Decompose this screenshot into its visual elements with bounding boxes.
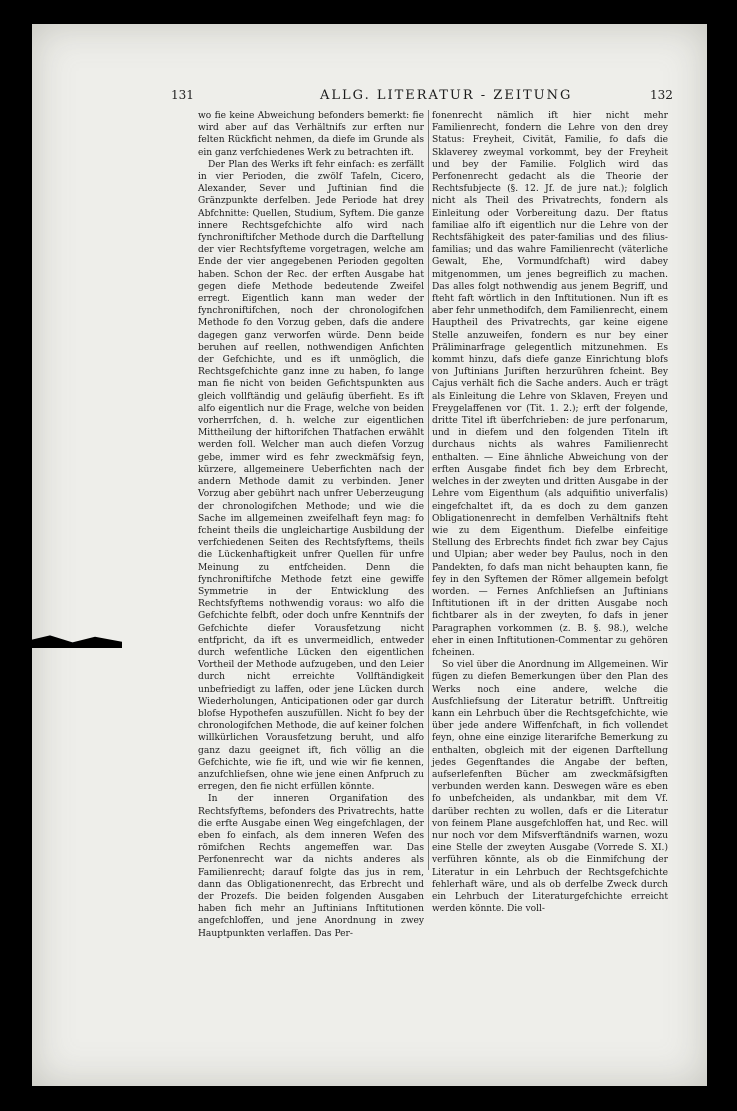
right-column: [432, 110, 668, 915]
page-header: [0, 88, 737, 108]
running-title: ALLG. LITERATUR - ZEITUNG: [320, 88, 573, 103]
page-number-left: 131: [171, 88, 194, 102]
page-number-right: 132: [650, 88, 673, 102]
paragraph: In der inneren Organifation des Rechtsfyftems, befonders des Privatrechts, hatte die erfte Ausgabe einen Weg eingefchlagen, der eben fo einfach, als dem inneren Wefen des römifchen Rechts angemeffen war. Das Perfonenrecht war da nichts anderes als Familienrecht; darauf folgte das jus in rem, dann das Obligationenrecht, das Erbrecht und der Prozefs. Die beiden folgenden Ausgaben haben fich mehr an Juftinians Inftitutionen angefchloffen, und jene Anordnung in zwey Hauptpunkten verlaffen. Das Per-: [198, 794, 424, 939]
paragraph: wo fie keine Abweichung befonders bemerkt: fie wird aber auf das Verhältnifs zur erften nur felten Rückficht nehmen, da diefe im Grunde als ein ganz verfchiedenes Werk zu betrachten ift.: [198, 111, 424, 158]
paragraph: Der Plan des Werks ift fehr einfach: es zerfällt in vier Perioden, die zwölf Tafeln, Cicero, Alexander, Sever und Juftinian find die Gränzpunkte derfelben. Jede Periode hat drey Abfchnitte: Quellen, Studium, Syftem. Die ganze innere Rechtsgefchichte alfo wird nach fynchroniftifcher Methode durch die Darftellung der vier Rechtsfyfteme vorgetragen, welche am Ende der vier angegebenen Perioden gegolten haben. Schon der Rec. der erften Ausgabe hat gegen diefe Methode bedeutende Zweifel erregt. Eigentlich kann man weder der fynchroniftifchen, noch der chronologifchen Methode fo den Vorzug geben, dafs die andere dagegen ganz verworfen würde. Denn beide beruhen auf reellen, nothwendigen Anfichten der Gefchichte, und es ift unmöglich, die Rechtsgefchichte ganz inne zu haben, fo lange man fie nicht von beiden Gefichtspunkten aus gleich vollftändig und geläufig überfieht. Es ift alfo eigentlich nur die Frage, welche von beiden vorherrfchen, d. h. welche zur eigentlichen Mittheilung der hiftorifchen Thatfachen erwählt werden foll. Welcher man auch diefen Vorzug gebe, immer wird es fehr zweckmäfsig feyn, kürzere, allgemeinere Ueberfichten nach der andern Methode damit zu verbinden. Jener Vorzug aber gebührt nach unfrer Ueberzeugung der chronologifchen Methode; und wie die Sache im allgemeinen zweifelhaft feyn mag: fo fcheint theils die ungleichartige Ausbildung der verfchiedenen Seiten des Rechtsfyftems, theils die Lückenhaftigkeit unfrer Quellen für unfre Meinung zu entfcheiden. Denn die fynchroniftifche Methode fetzt eine gewiffe Symmetrie in der Entwicklung des Rechtsfyftems nothwendig voraus: wo alfo die Gefchichte felbft, oder doch unfre Kenntnifs der Gefchichte diefer Vorausfetzung nicht entfpricht, da ift es unvermeidlich, entweder durch wefentliche Lücken den eigentlichen Vortheil der Methode aufzugeben, und den Leier durch nicht erreichte Vollftändigkeit unbefriedigt zu laffen, oder jene Lücken durch Wiederholungen, Anticipationen oder gar durch blofse Hypothefen auszufüllen. Nicht fo bey der chronologifchen Methode, die auf keiner folchen willkürlichen Vorausfetzung beruht, und alfo ganz dazu geeignet ift, fich völlig an die Gefchichte, wie fie ift, und wie wir fie kennen, anzufchliefsen, ohne wie jene einen Anfpruch zu erregen, den fie nicht erfüllen könnte.: [198, 159, 424, 793]
left-column: [198, 110, 424, 940]
paragraph: So viel über die Anordnung im Allgemeinen. Wir fügen zu diefen Bemerkungen über den Plan des Werks noch eine andere, welche die Ausfchliefsung der Literatur betrifft. Unftreitig kann ein Lehrbuch über die Rechtsgefchichte, wie über jede andere Wiffenfchaft, in fich vollendet feyn, ohne eine einzige literarifche Bemerkung zu enthalten, obgleich mit der eigenen Darftellung jedes Gegenftandes die Angabe der beften, aufserlefenften Bücher am zweckmäfsigften verbunden werden kann. Deswegen wäre es eben fo unbefcheiden, als undankbar, mit dem Vf. darüber rechten zu wollen, dafs er die Literatur von feinem Plane ausgefchloffen hat, und Rec. will nur noch vor dem Mifsverftändnifs warnen, wozu eine Stelle der zweyten Ausgabe (Vorrede S. XI.) verführen könnte, als ob die Einmifchung der Literatur in ein Lehrbuch der Rechtsgefchichte fehlerhaft wäre, und als ob derfelbe Zweck durch ein Lehrbuch der Literaturgefchichte erreicht werden könnte. Die voll-: [432, 660, 668, 915]
paper-tear: [32, 634, 122, 648]
column-divider: [428, 110, 429, 870]
paragraph: fonenrecht nämlich ift hier nicht mehr Familienrecht, fondern die Lehre von den drey Status: Freyheit, Civität, Familie, fo dafs die Sklaverey zweymal vorkommt, bey der Freyheit und bey der Familie. Folglich wird das Perfonenrecht gedacht als die Theorie der Rechtsfubjecte (§. 12. Jf. de jure nat.); folglich nicht als Theil des Privatrechts, fondern als Einleitung oder Vorbereitung dazu. Der ftatus familiae alfo ift eigentlich nur die Lehre von der Rechtsfähigkeit des pater-familias und des filius-familias; und das wahre Familienrecht (väterliche Gewalt, Ehe, Vormundfchaft) wird dabey mitgenommen, um jenes begreiflich zu machen. Das alles folgt nothwendig aus jenem Begriff, und fteht faft wörtlich in den Inftitutionen. Nun ift es aber fehr unmethodifch, dem Familienrecht, einem Hauptheil des Privatrechts, gar keine eigene Stelle anzuweifen, fondern es nur bey einer Präliminarfrage gelegentlich mitzunehmen. Es kommt hinzu, dafs diefe ganze Einrichtung blofs von Juftinians Juriften herzurühren fcheint. Bey Cajus verhält fich die Sache anders. Auch er trägt als Einleitung die Lehre von Sklaven, Freyen und Freygelaffenen vor (Tit. 1. 2.); erft der folgende, dritte Titel ift überfchrieben: de jure perfonarum, und in diefem und den folgenden Titeln ift durchaus nichts als wahres Familienrecht enthalten. — Eine ähnliche Abweichung von der erften Ausgabe findet fich bey dem Erbrecht, welches in der zweyten und dritten Ausgabe in der Lehre vom Eigenthum (als adquifitio univerfalis) eingefchaltet ift, da es doch zu dem ganzen Obligationenrecht in demfelben Verhältnifs fteht wie zu dem Eigenthum. Diefelbe einfeitige Stellung des Erbrechts findet fich zwar bey Cajus und Ulpian; aber weder bey Paulus, noch in den Pandekten, fo dafs man nicht behaupten kann, fie fey in den Syftemen der Römer allgemein befolgt worden. — Fernes Anfchliefsen an Juftinians Inftitutionen ift in der dritten Ausgabe noch fichtbarer als in der zweyten, fo dafs in jener Paragraphen vorkommen (z. B. §. 98.), welche eher in einen Inftitutionen-Commentar zu gehören fcheinen.: [432, 111, 668, 658]
